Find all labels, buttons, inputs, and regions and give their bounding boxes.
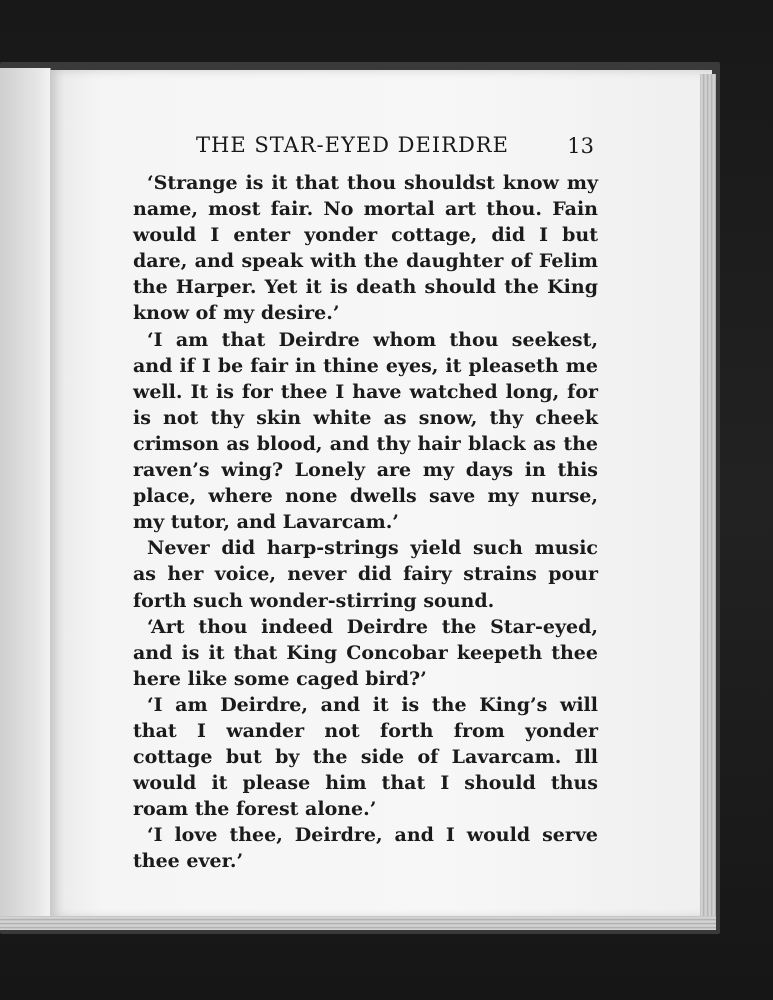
paragraph-6: ‘I love thee, Deirdre, and I would serve thee ever.’ xyxy=(133,824,598,873)
page-number: 13 xyxy=(567,134,594,158)
paragraph-4: ‘Art thou indeed Deirdre the Star-eyed, and is it that King Concobar keepeth thee here like some caged bird?’ xyxy=(133,615,598,690)
running-title: THE STAR-EYED DEIRDRE xyxy=(196,133,509,157)
page-bottom-edge xyxy=(0,916,716,930)
paragraph-3: Never did harp-strings yield such music as her voice, never did fairy strains pour forth such wonder-stirring sound. xyxy=(133,537,598,612)
body-text xyxy=(133,170,598,875)
page-header xyxy=(196,133,606,163)
page-edge xyxy=(700,74,716,926)
left-page xyxy=(0,68,51,926)
paragraph-5: ‘I am Deirdre, and it is the King’s will that I wander not forth from yonder cottage but by the side of Lavarcam. Ill would it please him that I should thus roam the forest alone.’ xyxy=(133,693,598,821)
paragraph-2: ‘I am that Deirdre whom thou seekest, and if I be fair in thine eyes, it pleaseth me well. It is for thee I have watched long, for is not thy skin white as snow, thy cheek crimson as blood, and thy hair black as the raven’s wing? Lonely are my days in this place, where none dwells save my nurse, my tutor, and Lavarcam.’ xyxy=(133,328,598,534)
paragraph-1: ‘Strange is it that thou shouldst know my name, most fair. No mortal art thou. Fain would I enter yonder cottage, did I but dare, and speak with the daughter of Felim the Harper. Yet it is death should the King know of my desire.’ xyxy=(133,172,598,325)
